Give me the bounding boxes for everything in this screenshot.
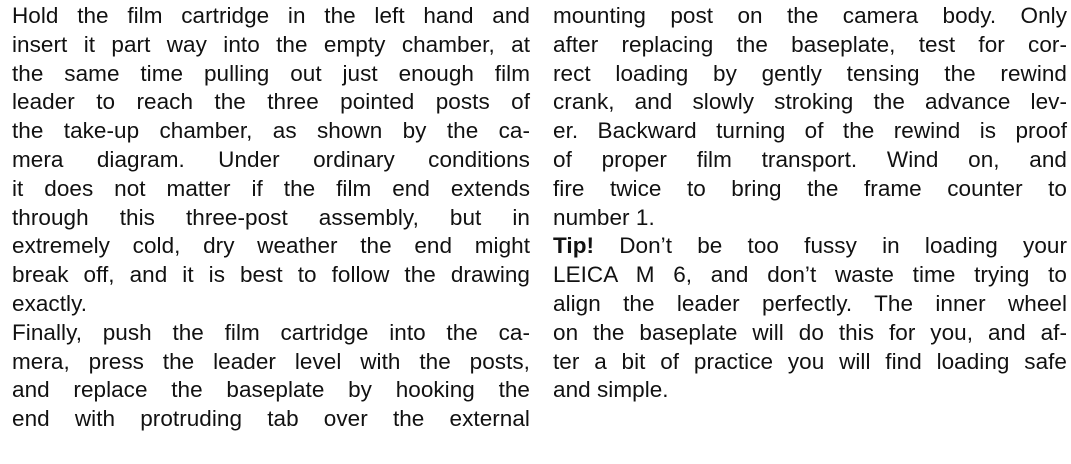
text-line: on the baseplate will do this for you, and af- (553, 319, 1067, 345)
text-line: er. Backward turning of the rewind is proof (553, 118, 1067, 144)
text-line: the same time pulling out just enough film (12, 60, 530, 86)
text-line: rect loading by gently tensing the rewind (553, 60, 1067, 86)
text-line: through this three-post assembly, but in (12, 204, 530, 230)
text-line: leader to reach the three pointed posts of (12, 89, 530, 115)
text-line: ter a bit of practice you will find loading safe (553, 348, 1067, 374)
text-line: fire twice to bring the frame counter to (553, 175, 1067, 201)
right-text-column (553, 2, 1067, 405)
paragraph-end-line: exactly. (12, 290, 88, 316)
tip-first-line (553, 232, 1067, 261)
text-line: mera, press the leader level with the posts, (12, 348, 530, 374)
paragraph-end-line: number 1. (553, 204, 655, 230)
text-line: of proper film transport. Wind on, and (553, 146, 1067, 172)
tip-label: Tip! (553, 233, 595, 259)
text-line: and replace the baseplate by hooking the (12, 377, 530, 403)
text-line: it does not matter if the film end extends (12, 175, 530, 201)
tip-first-line-text: Don’t be too fussy in loading your (594, 233, 1067, 259)
text-line: after replacing the baseplate, test for cor- (553, 31, 1067, 57)
text-line: break off, and it is best to follow the drawing (12, 262, 530, 288)
text-line: crank, and slowly stroking the advance lev- (553, 89, 1067, 115)
paragraph-end-line: and simple. (553, 377, 669, 403)
text-line: insert it part way into the empty chamber, at (12, 31, 530, 57)
text-line: extremely cold, dry weather the end might (12, 233, 530, 259)
text-line: mera diagram. Under ordinary conditions (12, 146, 530, 172)
text-line: the take-up chamber, as shown by the ca- (12, 118, 530, 144)
text-line: Hold the film cartridge in the left hand and (12, 3, 530, 28)
text-line: LEICA M 6, and don’t waste time trying to (553, 262, 1067, 288)
text-line: mounting post on the camera body. Only (553, 3, 1067, 28)
text-line: Finally, push the film cartridge into the ca- (12, 319, 530, 345)
text-line: align the leader perfectly. The inner wheel (553, 290, 1067, 316)
text-line: end with protruding tab over the external (12, 406, 530, 432)
left-text-column (12, 2, 530, 434)
